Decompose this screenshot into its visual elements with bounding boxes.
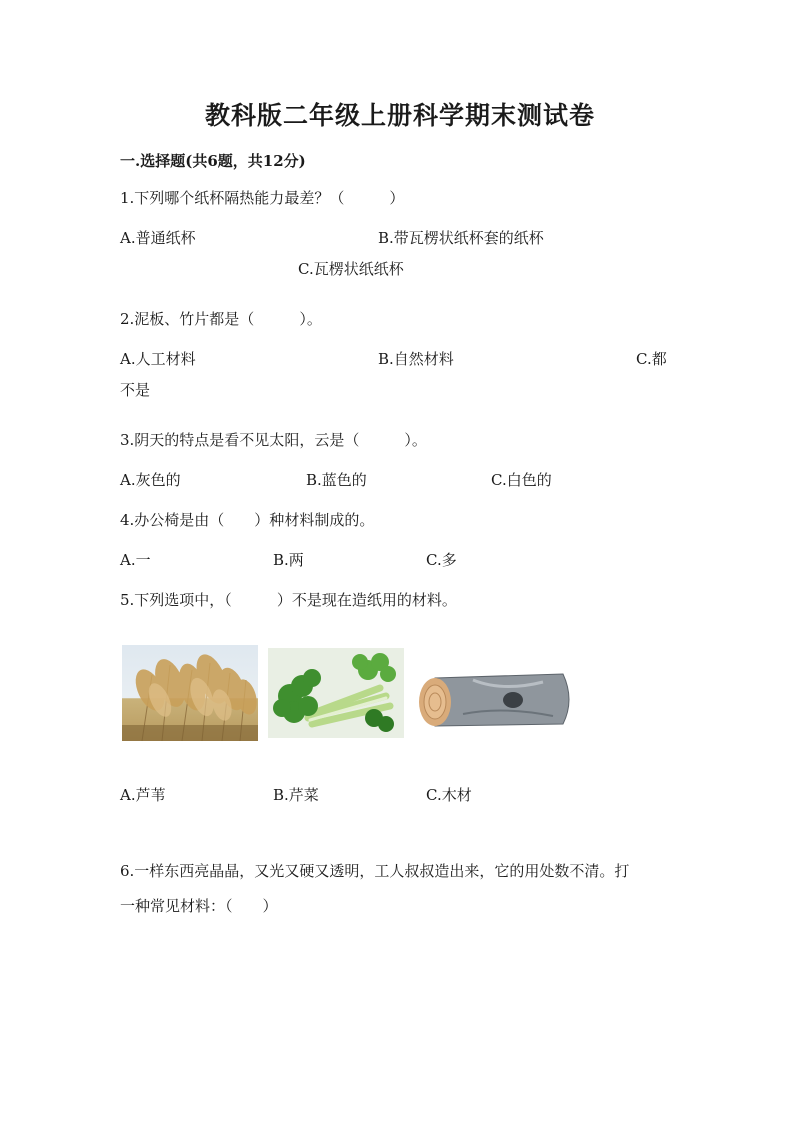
question-2-option-c: C.都 [636,350,667,368]
question-2-option-b: B.自然材料 [378,350,454,368]
question-2-option-c-continued: 不是 [120,381,151,399]
question-4-stem: 4.办公椅是由（ ）种材料制成的。 [120,511,375,529]
question-1-stem: 1.下列哪个纸杯隔热能力最差？（ ） [120,189,405,207]
celery-image [268,648,404,738]
question-1-option-b: B.带瓦楞状纸杯套的纸杯 [378,229,544,247]
question-3-option-b: B.蓝色的 [306,471,367,489]
question-5-option-a: A.芦苇 [120,786,166,804]
question-2-option-a: A.人工材料 [120,350,196,368]
question-4-option-c: C.多 [426,551,457,569]
question-3-stem: 3.阴天的特点是看不见太阳，云是（ ）。 [120,431,427,449]
question-4-option-a: A.一 [120,551,151,569]
section-heading: 一.选择题(共6题，共12分) [120,152,306,170]
question-3-option-c: C.白色的 [491,471,552,489]
reed-image [122,645,258,741]
wood-log-image [413,670,575,730]
question-1-option-c: C.瓦楞状纸纸杯 [298,260,404,278]
page-title: 教科版二年级上册科学期末测试卷 [204,101,595,130]
question-6-stem-line-2: 一种常见材料：（ ） [120,897,278,915]
question-6-stem-line-1: 6.一样东西亮晶晶，又光又硬又透明，工人叔叔造出来，它的用处数不清。打 [120,862,630,880]
question-3-option-a: A.灰色的 [120,471,181,489]
question-1-option-a: A.普通纸杯 [120,229,196,247]
question-5-option-b: B.芹菜 [273,786,319,804]
question-2-stem: 2.泥板、竹片都是（ ）。 [120,310,322,328]
question-5-stem: 5.下列选项中，（ ）不是现在造纸用的材料。 [120,591,457,609]
question-4-option-b: B.两 [273,551,304,569]
question-5-option-c: C.木材 [426,786,472,804]
